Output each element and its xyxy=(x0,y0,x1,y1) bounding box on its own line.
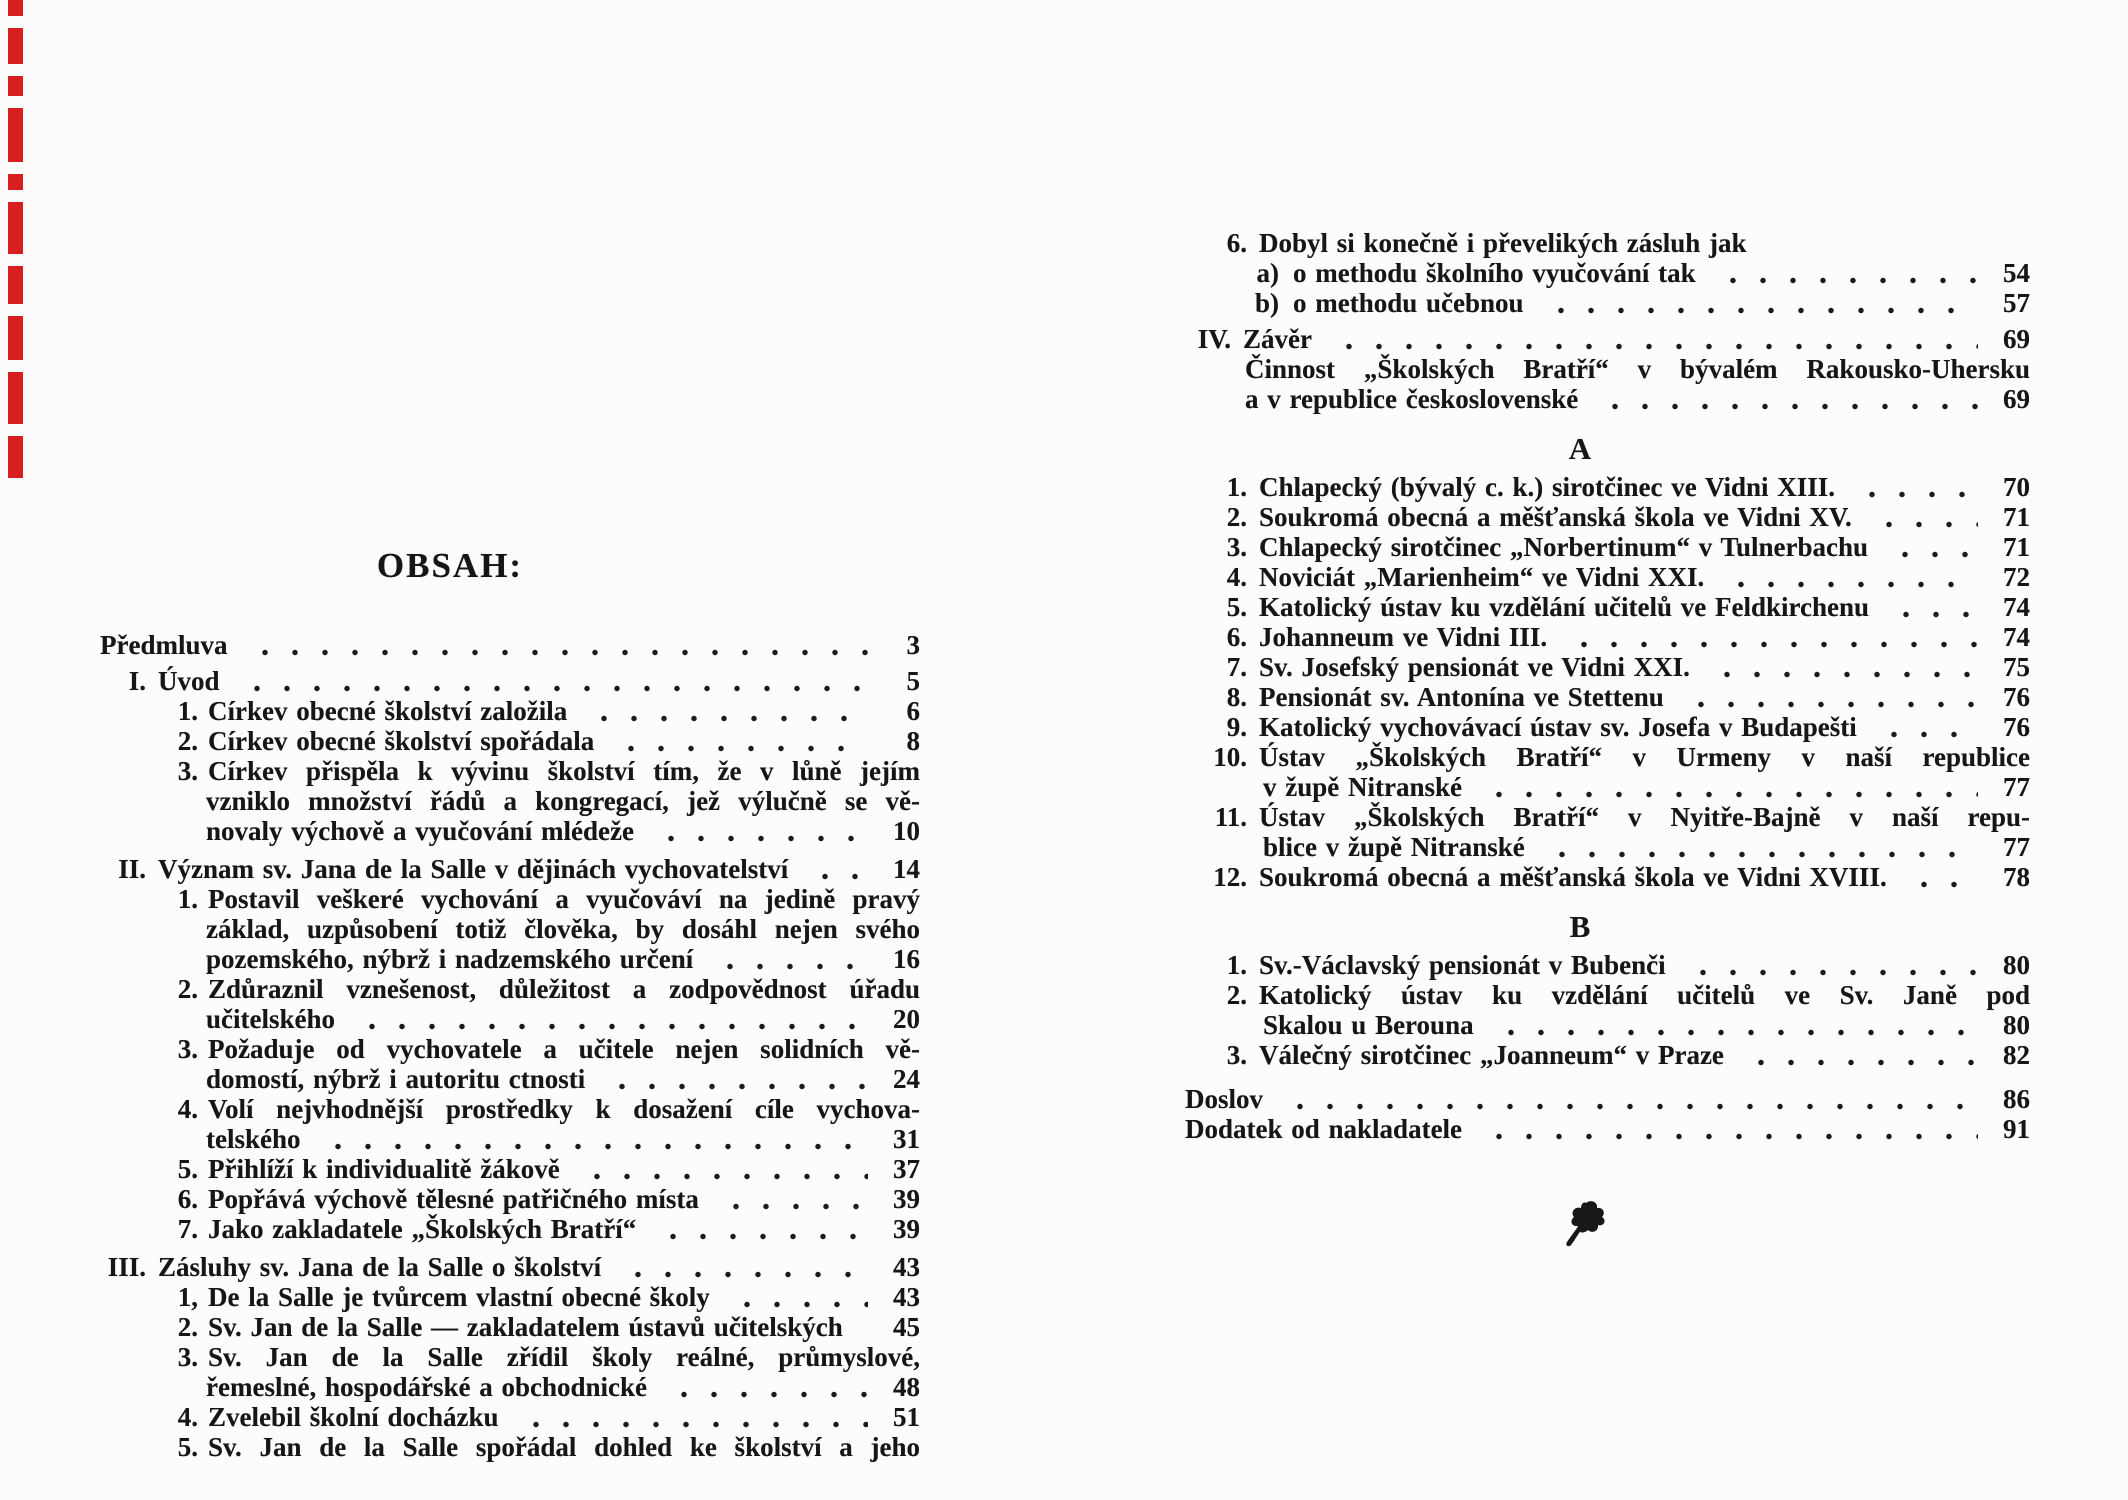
dot-leader xyxy=(509,1402,868,1432)
toc-text: telského xyxy=(206,1124,301,1154)
dot-leader xyxy=(1897,862,1978,892)
dot-leader xyxy=(709,1184,868,1214)
toc-number: 3. xyxy=(177,1034,198,1064)
toc-line xyxy=(100,786,920,816)
dot-leader xyxy=(1867,712,1978,742)
red-edge-mark xyxy=(8,202,23,254)
toc-text: řemeslné, hospodářské a obchodnické xyxy=(206,1372,648,1402)
dot-leader xyxy=(1674,682,1978,712)
toc-line xyxy=(1185,472,2030,502)
toc-page-number: 78 xyxy=(2003,862,2030,892)
toc-number: IV. xyxy=(1197,324,1231,354)
toc-line xyxy=(100,1432,920,1462)
toc-page-number: 77 xyxy=(2003,772,2030,802)
toc-text: novaly výchově a vyučování mlédeže xyxy=(206,816,634,846)
toc-line xyxy=(1185,288,2030,318)
toc-line xyxy=(1185,384,2030,414)
toc-line xyxy=(1185,980,2030,1010)
toc-number: 7. xyxy=(1226,652,1247,682)
toc-text: Sv. Jan de la Salle — zakladatelem ústavů učitelských xyxy=(208,1312,843,1342)
toc-text: Noviciát „Marienheim“ ve Vidni XXI. xyxy=(1259,562,1705,592)
toc-page-number: 72 xyxy=(2003,562,2030,592)
toc-number: 3. xyxy=(177,1342,198,1372)
toc-text: Činnost „Školských Bratří“ v bývalém Rakousko-Uhersku xyxy=(1245,354,2030,384)
dot-leader xyxy=(1700,652,1978,682)
toc-page-number: 16 xyxy=(893,944,920,974)
toc-page-number: 45 xyxy=(893,1312,920,1342)
toc-text: Jako zakladatele „Školských Bratří“ xyxy=(208,1214,637,1244)
toc-line xyxy=(100,1282,920,1312)
dot-leader xyxy=(611,1252,868,1282)
toc-line xyxy=(100,1252,920,1282)
toc-line xyxy=(1185,652,2030,682)
toc-line xyxy=(1185,772,2030,802)
dot-leader xyxy=(644,816,868,846)
toc-text: Církev obecné školství založila xyxy=(208,696,568,726)
toc-text: učitelského xyxy=(206,1004,336,1034)
toc-number: 6. xyxy=(1226,228,1247,258)
toc-text: Sv. Josefský pensionát ve Vidni XXI. xyxy=(1259,652,1690,682)
toc-number: 2. xyxy=(1226,502,1247,532)
toc-number: 1. xyxy=(1226,950,1247,980)
dot-leader xyxy=(1878,532,1978,562)
toc-column-right xyxy=(1185,228,2030,1144)
toc-line xyxy=(100,884,920,914)
dot-leader xyxy=(1472,772,1978,802)
toc-text: domostí, nýbrž i autoritu ctnosti xyxy=(206,1064,586,1094)
toc-number: 6. xyxy=(177,1184,198,1214)
dot-leader xyxy=(798,854,868,884)
red-edge-mark xyxy=(8,266,23,304)
toc-line xyxy=(1185,532,2030,562)
toc-number: 8. xyxy=(1226,682,1247,712)
toc-text: Soukromá obecná a měšťanská škola ve Vidni XV. xyxy=(1259,502,1852,532)
toc-line xyxy=(1185,802,2030,832)
toc-page-number: 20 xyxy=(893,1004,920,1034)
toc-page-number: 43 xyxy=(893,1282,920,1312)
dot-leader xyxy=(1273,1084,1978,1114)
toc-text: Sv. Jan de la Salle spořádal dohled ke školství a jeho xyxy=(208,1432,920,1462)
dot-leader xyxy=(1676,950,1978,980)
dot-leader xyxy=(1535,832,1978,862)
toc-line xyxy=(1185,592,2030,622)
toc-number: 2. xyxy=(177,974,198,1004)
dot-leader xyxy=(230,666,868,696)
toc-text: De la Salle je tvůrcem vlastní obecné školy xyxy=(208,1282,710,1312)
toc-line xyxy=(100,1004,920,1034)
toc-text: Význam sv. Jana de la Salle v dějinách vychovatelství xyxy=(158,854,789,884)
toc-line xyxy=(1185,562,2030,592)
toc-number: 2. xyxy=(177,1312,198,1342)
toc-line xyxy=(1185,950,2030,980)
toc-line xyxy=(100,696,920,726)
toc-text: Ústav „Školských Bratří“ v Urmeny v naší republice xyxy=(1259,742,2030,772)
toc-text: Doslov xyxy=(1185,1084,1264,1114)
toc-page-number: 24 xyxy=(893,1064,920,1094)
toc-line xyxy=(100,1372,920,1402)
toc-page-number: 39 xyxy=(893,1214,920,1244)
toc-line xyxy=(100,1034,920,1064)
toc-page-number: 86 xyxy=(2003,1084,2030,1114)
dot-leader xyxy=(1588,384,1978,414)
toc-text: Postavil veškeré vychování a vyučováví na jedině pravý xyxy=(208,884,920,914)
toc-page-number: 71 xyxy=(2003,532,2030,562)
toc-number: 4. xyxy=(177,1094,198,1124)
toc-line xyxy=(100,1184,920,1214)
toc-number: 1. xyxy=(177,696,198,726)
toc-text: Předmluva xyxy=(100,630,228,660)
toc-page-number: 75 xyxy=(2003,652,2030,682)
dot-leader xyxy=(646,1214,868,1244)
toc-line xyxy=(1185,712,2030,742)
dot-leader xyxy=(604,726,868,756)
toc-line xyxy=(1185,832,2030,862)
toc-text: Dobyl si konečně i převelikých zásluh jak xyxy=(1259,228,1747,258)
toc-line xyxy=(1185,862,2030,892)
toc-number: 4. xyxy=(1226,562,1247,592)
toc-text: Katolický vychovávací ústav sv. Josefa v Budapešti xyxy=(1259,712,1857,742)
toc-line xyxy=(1185,1040,2030,1070)
toc-page-number: 3 xyxy=(906,630,920,660)
toc-line xyxy=(100,1342,920,1372)
toc-text: Volí nejvhodnější prostředky k dosažení cíle vychova- xyxy=(208,1094,920,1124)
toc-text: Soukromá obecná a měšťanská škola ve Vidni XVIII. xyxy=(1259,862,1887,892)
toc-number: 5. xyxy=(177,1432,198,1462)
toc-line xyxy=(100,1124,920,1154)
dot-leader xyxy=(1322,324,1978,354)
toc-number: 1, xyxy=(177,1282,198,1312)
red-edge-mark xyxy=(8,372,23,424)
toc-text: Zvelebil školní docházku xyxy=(208,1402,499,1432)
toc-line xyxy=(100,1094,920,1124)
toc-text: Církev přispěla k vývinu školství tím, že v lůně jejím xyxy=(208,756,920,786)
toc-text: Skalou u Berouna xyxy=(1263,1010,1474,1040)
toc-line xyxy=(100,630,920,660)
toc-page-number: 37 xyxy=(893,1154,920,1184)
toc-page-number: 54 xyxy=(2003,258,2030,288)
toc-number: 5. xyxy=(177,1154,198,1184)
dot-leader xyxy=(1534,288,1978,318)
toc-line xyxy=(100,726,920,756)
toc-number: 10. xyxy=(1213,742,1247,772)
toc-page-number: 14 xyxy=(893,854,920,884)
toc-text: Závěr xyxy=(1243,324,1312,354)
toc-text: Úvod xyxy=(158,666,220,696)
toc-page-number: 74 xyxy=(2003,592,2030,622)
toc-page-number: 76 xyxy=(2003,712,2030,742)
toc-text: a v republice československé xyxy=(1245,384,1579,414)
dot-leader xyxy=(1879,592,1978,622)
toc-page-number: 91 xyxy=(2003,1114,2030,1144)
toc-page-number: 57 xyxy=(2003,288,2030,318)
toc-text: Zásluhy sv. Jana de la Salle o školství xyxy=(158,1252,602,1282)
toc-page-number: 39 xyxy=(893,1184,920,1214)
toc-text: základ, uzpůsobení totiž člověka, by dosáhl nejen svého xyxy=(206,914,920,944)
toc-number: 11. xyxy=(1214,802,1247,832)
toc-line xyxy=(1185,742,2030,772)
red-edge-mark xyxy=(8,108,23,162)
toc-text: Katolický ústav ku vzdělání učitelů ve Sv. Janě pod xyxy=(1259,980,2030,1010)
red-edge-mark xyxy=(8,76,23,96)
dot-leader xyxy=(311,1124,869,1154)
toc-line xyxy=(1185,1010,2030,1040)
dot-leader xyxy=(1734,1040,1978,1070)
toc-text: Ústav „Školských Bratří“ v Nyitře-Bajně v naší repu- xyxy=(1259,802,2030,832)
toc-number: 2. xyxy=(1226,980,1247,1010)
toc-number: 1. xyxy=(1226,472,1247,502)
toc-number: 12. xyxy=(1213,862,1247,892)
dot-leader xyxy=(703,944,868,974)
toc-line xyxy=(100,816,920,846)
toc-page-number: 10 xyxy=(893,816,920,846)
red-edge-mark xyxy=(8,436,23,478)
toc-line xyxy=(1185,502,2030,532)
toc-text: Požaduje od vychovatele a učitele nejen solidních vě- xyxy=(208,1034,920,1064)
toc-text: v župě Nitranské xyxy=(1263,772,1462,802)
toc-line xyxy=(100,756,920,786)
toc-number: 9. xyxy=(1226,712,1247,742)
ink-blot-ornament xyxy=(1563,1196,1609,1257)
dot-leader xyxy=(595,1064,868,1094)
toc-line xyxy=(1185,258,2030,288)
dot-leader xyxy=(345,1004,868,1034)
toc-text: Chlapecký sirotčinec „Norbertinum“ v Tulnerbachu xyxy=(1259,532,1869,562)
toc-page-number: 31 xyxy=(893,1124,920,1154)
toc-number: 5. xyxy=(1226,592,1247,622)
toc-page-number: 69 xyxy=(2003,324,2030,354)
toc-number: 6. xyxy=(1226,622,1247,652)
toc-number: I. xyxy=(128,666,146,696)
toc-page-number: 80 xyxy=(2003,1010,2030,1040)
dot-leader xyxy=(1845,472,1978,502)
toc-line xyxy=(1185,622,2030,652)
toc-page-number: 80 xyxy=(2003,950,2030,980)
toc-number: III. xyxy=(107,1252,146,1282)
red-edge-mark xyxy=(8,316,23,360)
toc-page-number: 48 xyxy=(893,1372,920,1402)
toc-line xyxy=(100,914,920,944)
toc-page-number: 77 xyxy=(2003,832,2030,862)
toc-number: a) xyxy=(1256,258,1279,288)
toc-line xyxy=(1185,324,2030,354)
toc-page-number: 76 xyxy=(2003,682,2030,712)
toc-page-number: 82 xyxy=(2003,1040,2030,1070)
toc-number: b) xyxy=(1254,288,1279,318)
toc-page-number: 70 xyxy=(2003,472,2030,502)
toc-section-heading: A xyxy=(1568,431,1592,466)
toc-page-number: 51 xyxy=(893,1402,920,1432)
toc-number: 3. xyxy=(1226,532,1247,562)
dot-leader xyxy=(1862,502,1978,532)
toc-number: 3. xyxy=(177,756,198,786)
toc-text: blice v župě Nitranské xyxy=(1263,832,1525,862)
toc-page-number: 71 xyxy=(2003,502,2030,532)
dot-leader xyxy=(570,1154,868,1184)
toc-line xyxy=(100,1064,920,1094)
toc-text: Dodatek od nakladatele xyxy=(1185,1114,1463,1144)
toc-line xyxy=(100,1312,920,1342)
toc-line xyxy=(100,854,920,884)
dot-leader xyxy=(1706,258,1978,288)
dot-leader xyxy=(577,696,868,726)
dot-leader xyxy=(720,1282,868,1312)
toc-text: Církev obecné školství spořádala xyxy=(208,726,595,756)
dot-leader xyxy=(1557,622,1978,652)
dot-leader xyxy=(1714,562,1978,592)
toc-text: o methodu učebnou xyxy=(1293,288,1524,318)
toc-section-heading: B xyxy=(1569,909,1591,944)
toc-line xyxy=(1185,1084,2030,1114)
toc-text: vzniklo množství řádů a kongregací, jež výlučně se vě- xyxy=(206,786,920,816)
page-title: OBSAH: xyxy=(376,546,524,585)
dot-leader xyxy=(238,630,869,660)
toc-text: Sv.-Václavský pensionát v Bubenči xyxy=(1259,950,1666,980)
toc-page-number: 43 xyxy=(893,1252,920,1282)
toc-text: Johanneum ve Vidni III. xyxy=(1259,622,1548,652)
toc-page-number: 6 xyxy=(906,696,920,726)
toc-text: pozemského, nýbrž i nadzemského určení xyxy=(206,944,694,974)
toc-text: o methodu školního vyučování tak xyxy=(1293,258,1696,288)
dot-leader xyxy=(853,1312,868,1342)
red-edge-mark xyxy=(8,174,23,190)
toc-text: Zdůraznil vznešenost, důležitost a zodpovědnost úřadu xyxy=(208,974,920,1004)
toc-page-number: 74 xyxy=(2003,622,2030,652)
toc-line xyxy=(100,1214,920,1244)
red-edge-mark xyxy=(8,0,23,16)
toc-page-number: 69 xyxy=(2003,384,2030,414)
toc-text: Sv. Jan de la Salle zřídil školy reálné, průmyslové, xyxy=(208,1342,920,1372)
dot-leader xyxy=(1484,1010,1978,1040)
toc-number: 3. xyxy=(1226,1040,1247,1070)
dot-leader xyxy=(657,1372,868,1402)
toc-text: Popřává výchově tělesné patřičného místa xyxy=(208,1184,699,1214)
toc-number: 1. xyxy=(177,884,198,914)
toc-page-number: 8 xyxy=(906,726,920,756)
toc-line xyxy=(1185,354,2030,384)
toc-line xyxy=(1185,228,2030,258)
toc-line xyxy=(100,666,920,696)
toc-number: 2. xyxy=(177,726,198,756)
toc-line xyxy=(100,944,920,974)
toc-text: Chlapecký (bývalý c. k.) sirotčinec ve Vidni XIII. xyxy=(1259,472,1836,502)
toc-page-number: 5 xyxy=(906,666,920,696)
toc-line xyxy=(100,1402,920,1432)
toc-line xyxy=(100,1154,920,1184)
toc-line xyxy=(1185,682,2030,712)
dot-leader xyxy=(1472,1114,1978,1144)
toc-text: Katolický ústav ku vzdělání učitelů ve Feldkirchenu xyxy=(1259,592,1870,622)
toc-text: Válečný sirotčinec „Joanneum“ v Praze xyxy=(1259,1040,1724,1070)
red-edge-mark xyxy=(8,28,23,64)
toc-column-left xyxy=(100,630,920,1462)
toc-text: Pensionát sv. Antonína ve Stettenu xyxy=(1259,682,1664,712)
toc-line xyxy=(100,974,920,1004)
toc-text: Přihlíží k individualitě žákově xyxy=(208,1154,560,1184)
toc-number: 4. xyxy=(177,1402,198,1432)
toc-number: II. xyxy=(118,854,146,884)
toc-number: 7. xyxy=(177,1214,198,1244)
toc-line xyxy=(1185,1114,2030,1144)
